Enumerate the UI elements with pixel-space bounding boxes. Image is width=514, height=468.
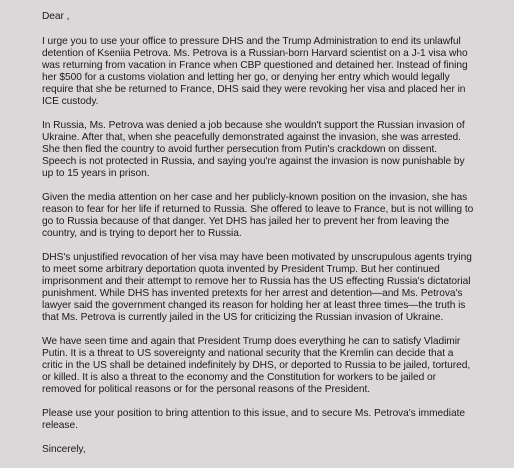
letter-paragraph-detention: I urge you to use your office to pressure DHS and the Trump Administration to end its unlawful detention of Kseniia Petrova. Ms. Petrova is a Russian-born Harvard scientist on a J-1 visa who was returning from vacation in France when CBP questioned and detained her. Instead of fining her $500 for a customs violation and letting her go, or denying her entry which would legally require that she be returned to France, DHS said they were revoking her visa and placed her in ICE custody. — [42, 36, 468, 107]
letter-body — [42, 11, 474, 468]
letter-closing: Sincerely, — [42, 444, 86, 455]
letter-paragraph-danger: Given the media attention on her case and her publicly-known position on the invasion, she has reason to fear for her life if returned to Russia. She offered to leave to France, but is not willing to go to Russia because of that danger. Yet DHS has jailed her to prevent her from leaving the country, and is trying to deport her to Russia. — [42, 192, 474, 239]
letter-paragraph-request: Please use your position to bring attention to this issue, and to secure Ms. Petrova's immediate release. — [42, 408, 465, 431]
letter-paragraph-sovereignty: We have seen time and again that President Trump does everything he can to satisfy Vladimir Putin. It is a threat to US sovereignty and national security that the Kremlin can decide that a critic in the US shall be detained indefinitely by DHS, or deported to Russia to be jailed, tortured, or killed. It is also a threat to the economy and the Constitution for workers to be jailed or removed for political reasons or for the personal reasons of the President. — [42, 336, 471, 395]
letter-paragraph-russia-background: In Russia, Ms. Petrova was denied a job because she wouldn't support the Russian invasion of Ukraine. After that, when she peacefully demonstrated against the invasion, she was arrested. She then fled the country to avoid further persecution from Putin's crackdown on dissent. Speech is not protected in Russia, and saying you're against the invasion is now punishable by up to 15 years in prison. — [42, 120, 465, 179]
letter-paragraph-visa-revocation: DHS's unjustified revocation of her visa may have been motivated by unscrupulous agents trying to meet some arbitrary deportation quota invented by President Trump. But her continued imprisonment and their attempt to remove her to Russia has the US effecting Russia's dictatorial punishment. While DHS has invented pretexts for her arrest and detention—and Ms. Petrova's lawyer said the government changed its reason for holding her at least three times—the truth is that Ms. Petrova is currently jailed in the US for criticizing the Russian invasion of Ukraine. — [42, 252, 472, 323]
letter-salutation: Dear , — [42, 11, 70, 22]
